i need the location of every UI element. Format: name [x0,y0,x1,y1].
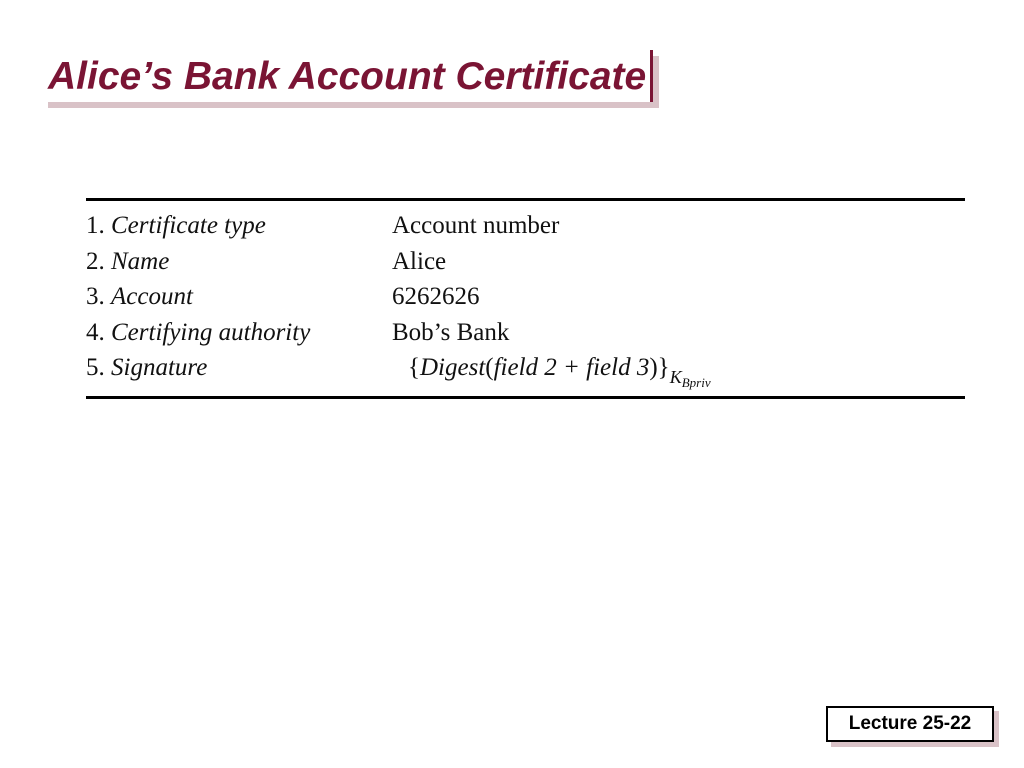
field-name: Signature [111,354,208,381]
certificate-row [86,279,965,315]
signature-open-paren: ( [485,354,494,381]
field-number: 3. [86,283,111,310]
table-bottom-rule [86,396,965,399]
field-number: 2. [86,247,111,275]
certificate-row [86,208,965,244]
field-number: 5. [86,354,111,381]
signature-key: K [669,367,682,387]
field-number: 4. [86,318,111,346]
signature-key-subscript: Bpriv [681,375,711,390]
lecture-label: Lecture 25-22 [848,713,972,734]
field-value: 6262626 [392,283,480,310]
field-name: Certifying authority [111,318,311,346]
field-number: 1. [86,212,111,239]
table-top-rule [86,198,965,201]
signature-digest: Digest [420,354,486,381]
certificate-row [86,350,965,390]
certificate-row [86,244,965,280]
field-value: Bob’s Bank [392,318,510,346]
lecture-label-box [826,706,994,742]
field-value: Alice [392,247,447,275]
signature-fields: field 2 + field 3 [493,354,650,381]
field-name: Account [111,283,193,310]
signature-close: )} [649,354,670,381]
signature-open-brace: { [408,354,420,381]
signature-formula [408,350,711,389]
certificate-row [86,315,965,351]
field-name: Certificate type [111,212,266,239]
field-value: Account number [392,212,560,239]
slide-title: Alice’s Bank Account Certificate [48,54,647,98]
certificate-table [86,208,965,390]
field-name: Name [111,247,170,275]
title-box [42,50,653,102]
